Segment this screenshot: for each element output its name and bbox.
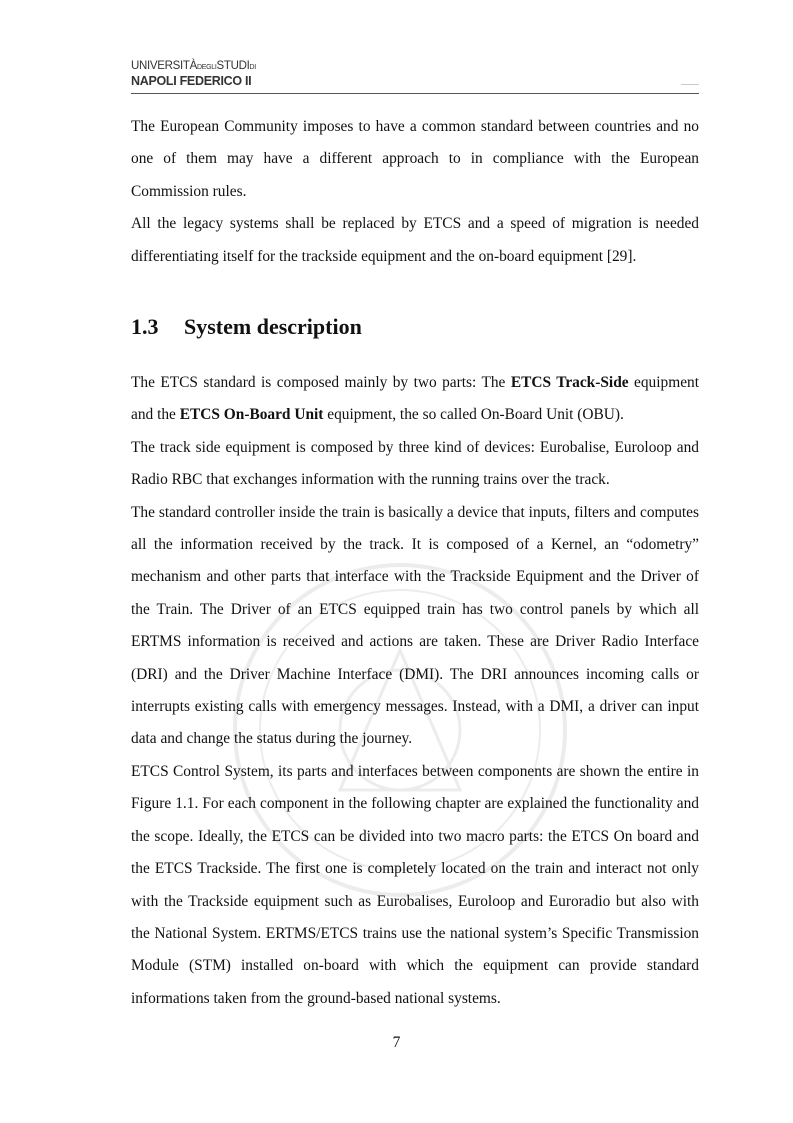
paragraph: ETCS Control System, its parts and interfaces between components are shown the entire in Figure 1.1. For each component in the following chapter are explained the functionality and the scope. Ideally, the ETCS can be divided into two macro parts: the ETCS On board and the ETCS Trackside. The first one is completely located on the train and interact not only with the Trackside equipment such as Eurobalises, Euroloop and Euroradio but also with the National System. ERTMS/ETCS trains use the national system’s Specific Transmission Module (STM) installed on-board with which the equipment can provide standard informations taken from the ground-based national systems.	[131, 762, 699, 1007]
section-title: System description	[184, 314, 362, 339]
bold-term: ETCS Track-Side	[510, 374, 629, 391]
section-number: 1.3	[131, 314, 159, 339]
header-rule	[131, 93, 699, 94]
header-mark: ———	[681, 82, 699, 88]
page-header	[131, 60, 699, 96]
paragraph: The track side equipment is composed by three kind of devices: Eurobalise, Euroloop and Radio RBC that exchanges information with the running trains over the track.	[131, 438, 699, 489]
logo-line-1: UNIVERSITÀDEGLISTUDIDI	[131, 60, 256, 72]
intro-paragraphs	[131, 111, 699, 273]
section-body	[131, 367, 699, 1015]
section-heading	[131, 314, 362, 340]
logo-line-2: NAPOLI FEDERICO II	[131, 74, 252, 88]
page-number: 7	[392, 1034, 401, 1051]
paragraph: The standard controller inside the train is basically a device that inputs, filters and computes all the information received by the track. It is composed of a Kernel, an “odometry” mechanism and other parts that interface with the Trackside Equipment and the Driver of the Train. The Driver of an ETCS equipped train has two control panels by which all ERTMS information is received and actions are taken. These are Driver Radio Interface (DRI) and the Driver Machine Interface (DMI). The DRI announces incoming calls or interrupts existing calls with emergency messages. Instead, with a DMI, a driver can input data and change the status during the journey.	[131, 503, 699, 748]
paragraph: All the legacy systems shall be replaced by ETCS and a speed of migration is needed differentiating itself for the trackside equipment and the on-board equipment [29].	[131, 215, 699, 265]
university-logo	[131, 60, 256, 88]
paragraph: The European Community imposes to have a common standard between countries and no one of them may have a different approach to in compliance with the European Commission rules.	[131, 118, 699, 200]
bold-term: ETCS On-Board Unit	[179, 406, 324, 424]
paragraph-etcs-parts: The ETCS standard is composed mainly by two parts: The ETCS Track-Side equipment and the ETCS On-Board Unit equipment, the so called On-Board Unit (OBU).	[131, 374, 699, 424]
